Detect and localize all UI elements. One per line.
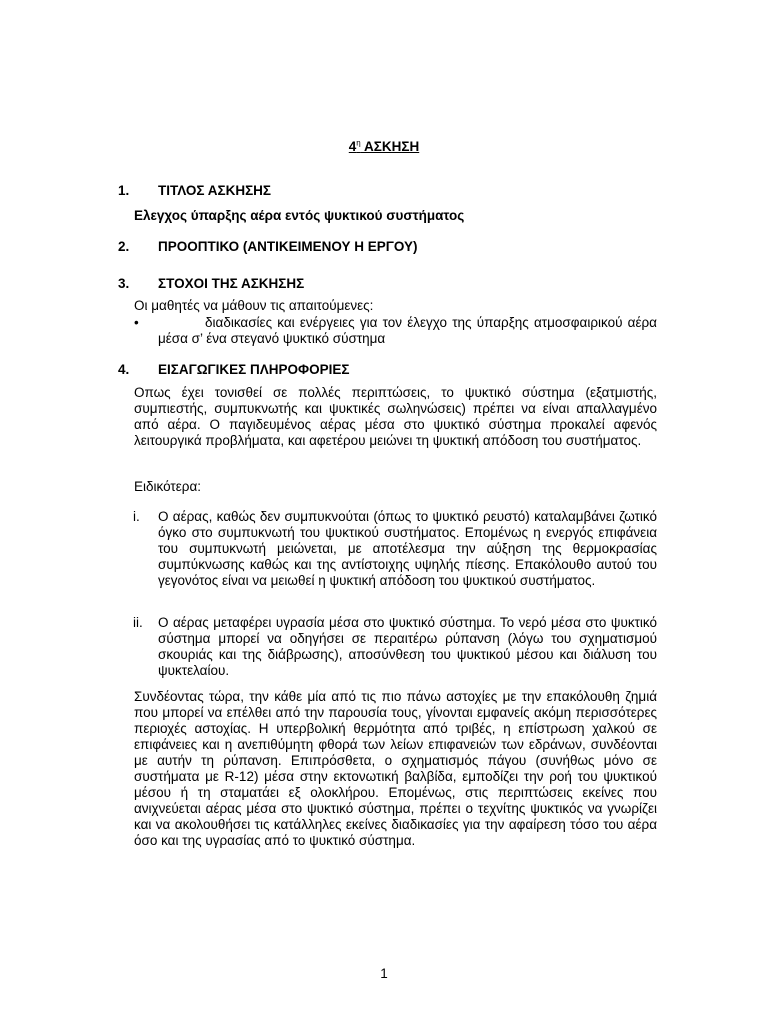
section-4-number: 4.	[118, 362, 130, 377]
section-3-intro: Οι μαθητές να μάθουν τις απαιτούμενες:	[134, 298, 374, 313]
title-ordinal: 4	[348, 139, 357, 154]
item-ii-label: ii.	[133, 615, 143, 630]
section-3-number: 3.	[118, 276, 130, 291]
section-1-heading: ΤΙΤΛΟΣ ΑΣΚΗΣΗΣ	[158, 183, 272, 198]
section-1-number: 1.	[118, 183, 130, 198]
bullet-icon: •	[134, 315, 139, 330]
page-number: 1	[380, 966, 388, 981]
section-2-number: 2.	[118, 239, 130, 254]
section-4-heading: ΕΙΣΑΓΩΓΙΚΕΣ ΠΛΗΡΟΦΟΡΙΕΣ	[158, 362, 350, 377]
section-3-heading: ΣΤΟΧΟΙ ΤΗΣ ΑΣΚΗΣΗΣ	[158, 276, 305, 291]
item-i-text: Ο αέρας, καθώς δεν συμπυκνούται (όπως το ψυκτικό ρευστό) καταλαμβάνει ζωτικό όγκο στο συμπυκνωτή του ψυκτικού συστήματος. Επομένως η ενεργός επιφάνεια του συμπυκνωτή μειώνεται, με αποτέλεσμα την αύξηση της θερμοκρασίας συμπύκνωσης καθώς και της αντίστοιχης υψηλής πίεσης. Επακόλουθο αυτού του γεγονότος είναι να μειωθεί η ψυκτική απόδοση του ψυκτικού συστήματος.	[158, 509, 657, 588]
item-i-label: i.	[133, 509, 140, 524]
page-title	[0, 139, 768, 155]
section-4-paragraph-2: Συνδέοντας τώρα, την κάθε μία από τις πιο πάνω αστοχίες με την επακόλουθη ζημιά που μπορεί να επέλθει από την παρουσία τους, γίνονται εμφανείς ακόμη περισσότερες περιοχές αστοχίας. Η υπερβολική θερμότητα από τριβές, η επίστρωση χαλκού σε επιφάνειες και η ανεπιθύμητη φθορά των λείων επιφανειών των εδράνων, συνδέονται με αυτήν τη ρύπανση. Επιπρόσθετα, ο σχηματισμός πάγου (συνήθως μόνο σε συστήματα με R-12) μέσα στην εκτονωτική βαλβίδα, εμποδίζει την ροή του ψυκτικού μέσου ή τη σταματάει εξ ολοκλήρου. Επομένως, στις περιπτώσεις εκείνες που ανιχνεύεται αέρας μέσα στο ψυκτικό σύστημα, πρέπει ο τεχνίτης ψυκτικός να γνωρίζει και να ακολουθήσει τις κατάλληλες εκείνες διαδικασίες για την αφαίρεση τόσο του αέρα όσο και της υγρασίας από το ψυκτικό σύστημα.	[134, 689, 657, 848]
title-text: ΑΣΚΗΣΗ	[364, 139, 420, 154]
section-2-heading: ΠΡΟΟΠΤΙΚΟ (ΑΝΤΙΚΕΙΜΕΝΟΥ Η ΕΡΓΟΥ)	[158, 239, 418, 254]
title-superscript: η	[356, 138, 361, 148]
section-4-specifically: Ειδικότερα:	[134, 479, 202, 494]
item-ii-text: Ο αέρας μεταφέρει υγρασία μέσα στο ψυκτικό σύστημα. Το νερό μέσα στο ψυκτικό σύστημα μπορεί να οδηγήσει σε περαιτέρω ρύπανση (λόγω του σχηματισμού σκουριάς και της διάβρωσης), αποσύνθεση του ψυκτικού μέσου και διάλυση του ψυκτελαίου.	[158, 615, 657, 678]
section-1-subtitle: Ελεγχος ύπαρξης αέρα εντός ψυκτικού συστήματος	[134, 208, 465, 223]
section-4-paragraph-1: Οπως έχει τονισθεί σε πολλές περιπτώσεις, το ψυκτικό σύστημα (εξατμιστής, συμπιεστής, συμπυκνωτής και ψυκτικές σωληνώσεις) πρέπει να είναι απαλλαγμένο από αέρα. Ο παγιδευμένος αέρας μέσα στο ψυκτικό σύστημα προκαλεί αφενός λειτουργικά προβλήματα, και αφετέρου μειώνει τη ψυκτική απόδοση του συστήματος.	[134, 385, 657, 448]
section-3-bullet: διαδικασίες και ενέργειες για τον έλεγχο της ύπαρξης ατμοσφαιρικού αέρα μέσα σ’ ένα στεγανό ψυκτικό σύστημα	[158, 315, 657, 346]
